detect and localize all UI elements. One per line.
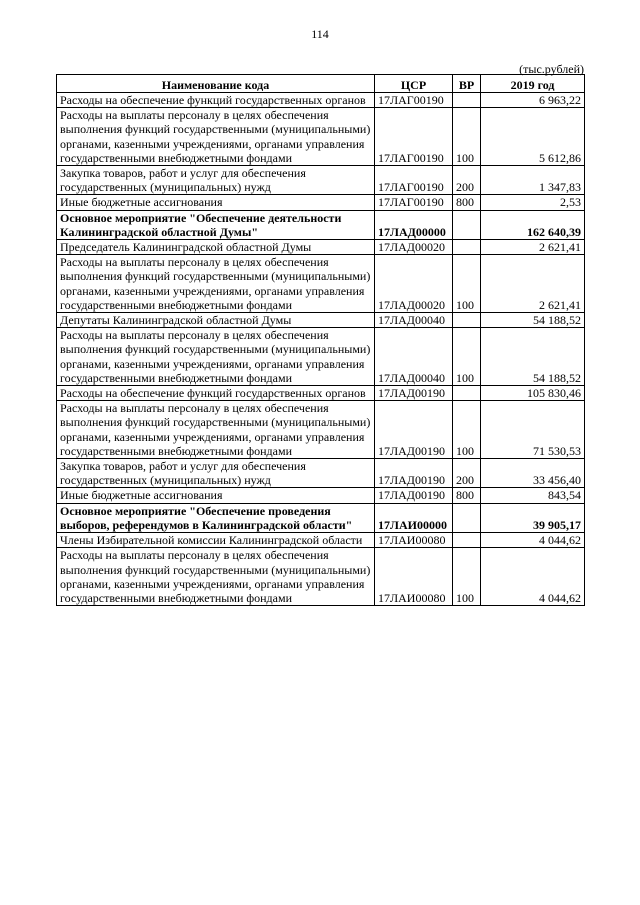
row-csr-cell: 17ЛАГ00190 (375, 166, 453, 195)
row-vr-cell (453, 240, 481, 255)
row-vr-cell: 100 (453, 401, 481, 459)
table-header-row (57, 75, 585, 93)
table-row (57, 401, 585, 459)
row-csr-cell: 17ЛАД00020 (375, 255, 453, 313)
row-amount-cell: 54 188,52 (481, 313, 585, 328)
page-number: 114 (311, 27, 329, 41)
row-name-cell: Закупка товаров, работ и услуг для обеспечения государственных (муниципальных) нужд (57, 459, 375, 488)
table-row (57, 459, 585, 488)
row-csr-cell: 17ЛАД00190 (375, 401, 453, 459)
row-csr-cell: 17ЛАД00190 (375, 488, 453, 503)
budget-table (56, 74, 585, 606)
row-csr-cell: 17ЛАД00190 (375, 459, 453, 488)
row-vr-cell (453, 93, 481, 108)
row-vr-cell (453, 503, 481, 532)
row-amount-cell: 843,54 (481, 488, 585, 503)
table-row (57, 313, 585, 328)
row-csr-cell: 17ЛАД00040 (375, 328, 453, 386)
row-amount-cell: 2 621,41 (481, 240, 585, 255)
row-name-cell: Члены Избирательной комиссии Калининградской области (57, 533, 375, 548)
table-row (57, 240, 585, 255)
row-vr-cell: 100 (453, 255, 481, 313)
row-csr-cell: 17ЛАД00040 (375, 313, 453, 328)
table-row (57, 488, 585, 503)
header-name: Наименование кода (57, 75, 375, 93)
row-vr-cell: 100 (453, 548, 481, 606)
row-name-cell: Расходы на выплаты персоналу в целях обеспечения выполнения функций государственными (муниципальными) органами, казенными учреждениями, органами управления государственными внебюджетными фондами (57, 255, 375, 313)
row-amount-cell: 4 044,62 (481, 548, 585, 606)
row-csr-cell: 17ЛАГ00190 (375, 108, 453, 166)
row-vr-cell: 800 (453, 488, 481, 503)
row-csr-cell: 17ЛАИ00080 (375, 548, 453, 606)
row-name-cell: Расходы на выплаты персоналу в целях обеспечения выполнения функций государственными (муниципальными) органами, казенными учреждениями, органами управления государственными внебюджетными фондами (57, 328, 375, 386)
row-csr-cell: 17ЛАД00000 (375, 210, 453, 239)
table-row (57, 255, 585, 313)
row-name-cell: Основное мероприятие "Обеспечение проведения выборов, референдумов в Калининградской области" (57, 503, 375, 532)
row-amount-cell: 54 188,52 (481, 328, 585, 386)
row-csr-cell: 17ЛАГ00190 (375, 93, 453, 108)
table-row (57, 503, 585, 532)
header-vr: ВР (453, 75, 481, 93)
table-row (57, 195, 585, 210)
row-name-cell: Иные бюджетные ассигнования (57, 195, 375, 210)
table-row (57, 386, 585, 401)
row-vr-cell: 100 (453, 328, 481, 386)
table-body (57, 93, 585, 606)
table-row (57, 548, 585, 606)
row-name-cell: Депутаты Калининградской областной Думы (57, 313, 375, 328)
row-amount-cell: 33 456,40 (481, 459, 585, 488)
row-name-cell: Председатель Калининградской областной Думы (57, 240, 375, 255)
row-amount-cell: 1 347,83 (481, 166, 585, 195)
units-label: (тыс.рублей) (519, 62, 584, 76)
row-vr-cell (453, 386, 481, 401)
table-row (57, 166, 585, 195)
header-csr: ЦСР (375, 75, 453, 93)
row-amount-cell: 71 530,53 (481, 401, 585, 459)
row-csr-cell: 17ЛАГ00190 (375, 195, 453, 210)
row-amount-cell: 2,53 (481, 195, 585, 210)
row-vr-cell: 200 (453, 166, 481, 195)
table-row (57, 328, 585, 386)
row-vr-cell: 800 (453, 195, 481, 210)
row-name-cell: Иные бюджетные ассигнования (57, 488, 375, 503)
row-name-cell: Расходы на обеспечение функций государственных органов (57, 386, 375, 401)
row-amount-cell: 162 640,39 (481, 210, 585, 239)
table-row (57, 93, 585, 108)
row-amount-cell: 5 612,86 (481, 108, 585, 166)
row-csr-cell: 17ЛАД00020 (375, 240, 453, 255)
row-name-cell: Расходы на выплаты персоналу в целях обеспечения выполнения функций государственными (муниципальными) органами, казенными учреждениями, органами управления государственными внебюджетными фондами (57, 401, 375, 459)
row-name-cell: Основное мероприятие "Обеспечение деятельности Калининградской областной Думы" (57, 210, 375, 239)
row-csr-cell: 17ЛАИ00000 (375, 503, 453, 532)
row-vr-cell (453, 533, 481, 548)
row-amount-cell: 2 621,41 (481, 255, 585, 313)
row-vr-cell: 200 (453, 459, 481, 488)
row-name-cell: Расходы на выплаты персоналу в целях обеспечения выполнения функций государственными (муниципальными) органами, казенными учреждениями, органами управления государственными внебюджетными фондами (57, 548, 375, 606)
table-row (57, 533, 585, 548)
row-name-cell: Расходы на обеспечение функций государственных органов (57, 93, 375, 108)
table-row (57, 108, 585, 166)
row-vr-cell: 100 (453, 108, 481, 166)
row-csr-cell: 17ЛАИ00080 (375, 533, 453, 548)
row-amount-cell: 4 044,62 (481, 533, 585, 548)
table-row (57, 210, 585, 239)
row-vr-cell (453, 313, 481, 328)
row-amount-cell: 105 830,46 (481, 386, 585, 401)
row-vr-cell (453, 210, 481, 239)
row-name-cell: Закупка товаров, работ и услуг для обеспечения государственных (муниципальных) нужд (57, 166, 375, 195)
header-year: 2019 год (481, 75, 585, 93)
row-csr-cell: 17ЛАД00190 (375, 386, 453, 401)
row-amount-cell: 6 963,22 (481, 93, 585, 108)
row-amount-cell: 39 905,17 (481, 503, 585, 532)
row-name-cell: Расходы на выплаты персоналу в целях обеспечения выполнения функций государственными (муниципальными) органами, казенными учреждениями, органами управления государственными внебюджетными фондами (57, 108, 375, 166)
